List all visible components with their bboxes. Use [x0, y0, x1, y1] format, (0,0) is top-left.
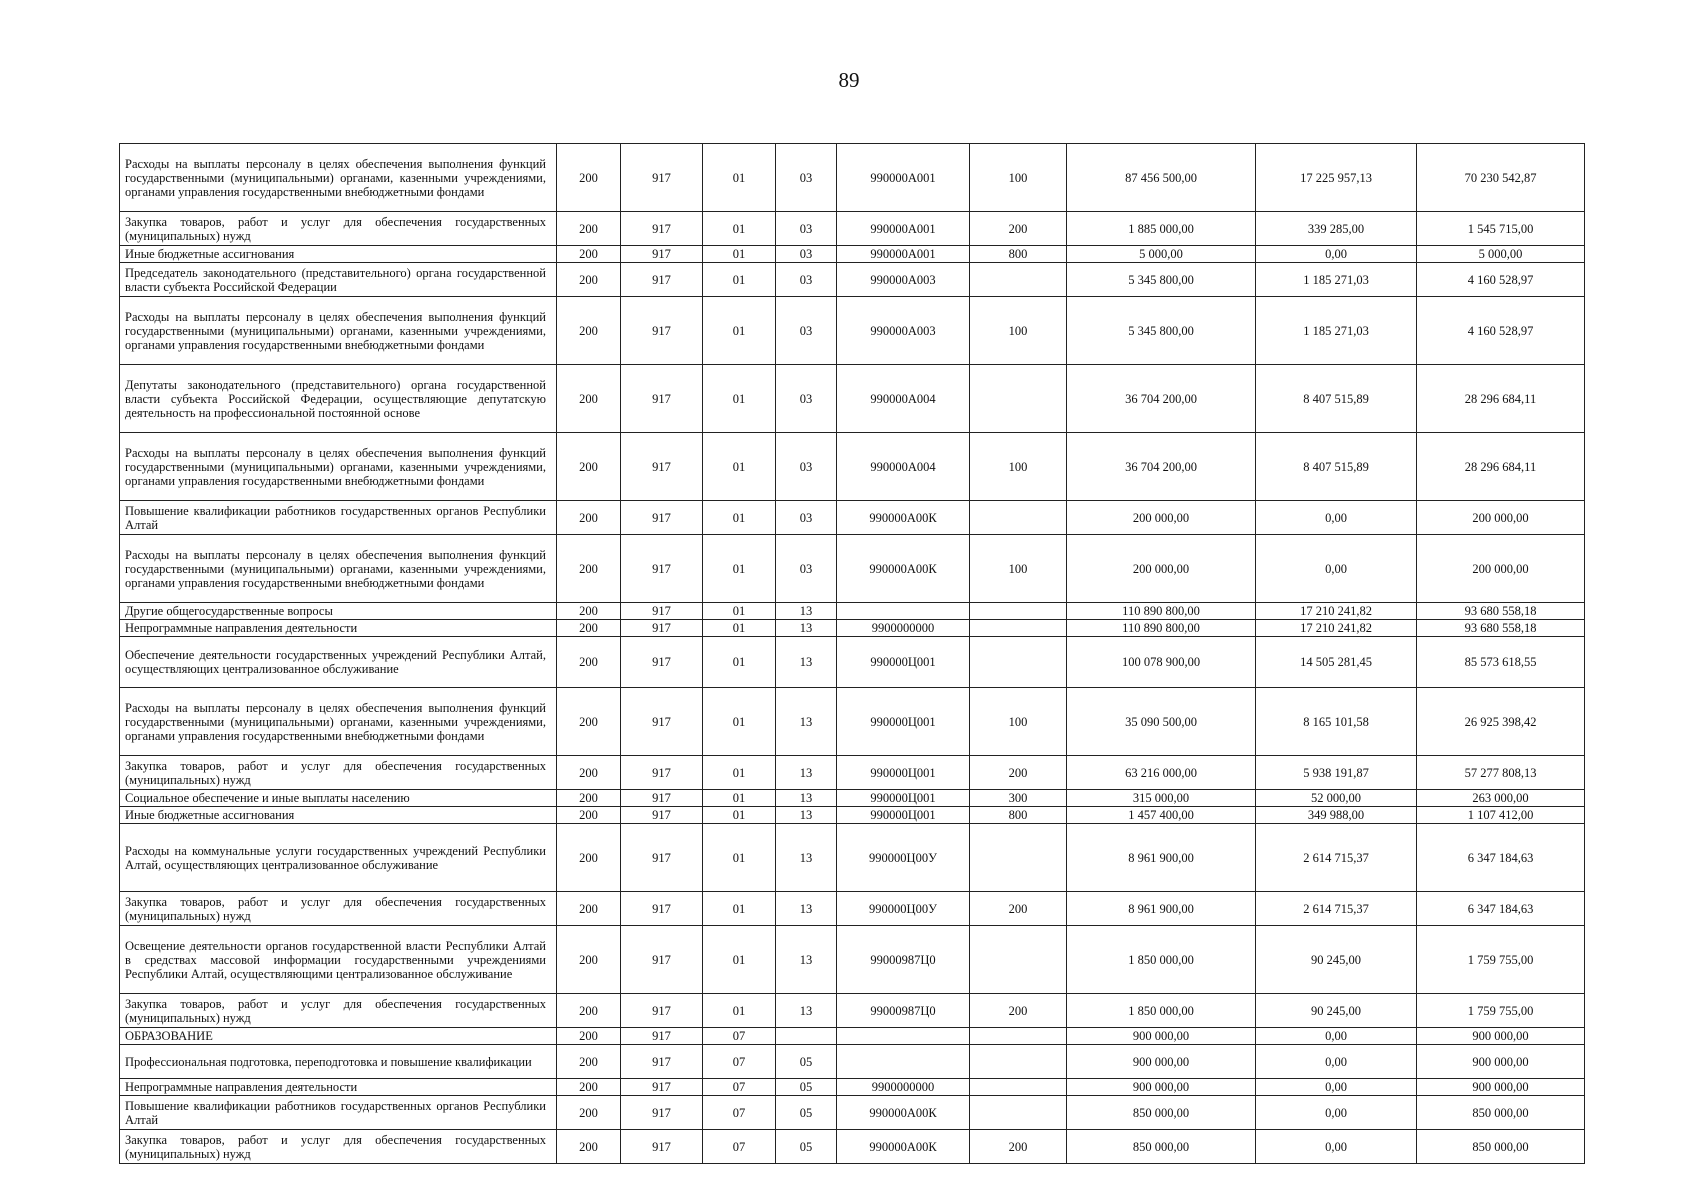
cell-plan: 87 456 500,00 [1067, 144, 1256, 212]
cell-remainder: 6 347 184,63 [1417, 824, 1585, 892]
cell-plan: 200 000,00 [1067, 501, 1256, 535]
cell-executed: 339 285,00 [1256, 212, 1417, 246]
cell-admin: 917 [621, 263, 703, 297]
cell-remainder: 28 296 684,11 [1417, 365, 1585, 433]
cell-plan: 110 890 800,00 [1067, 603, 1256, 620]
cell-subsection: 03 [776, 246, 837, 263]
cell-expense-type: 100 [970, 297, 1067, 365]
cell-remainder: 93 680 558,18 [1417, 603, 1585, 620]
cell-code: 200 [557, 688, 621, 756]
cell-expense-type: 100 [970, 688, 1067, 756]
cell-executed: 0,00 [1256, 1045, 1417, 1079]
cell-code: 200 [557, 535, 621, 603]
table-row [120, 535, 1585, 603]
cell-plan: 8 961 900,00 [1067, 892, 1256, 926]
cell-code: 200 [557, 1079, 621, 1096]
cell-subsection: 13 [776, 994, 837, 1028]
cell-section: 07 [703, 1096, 776, 1130]
cell-executed: 8 407 515,89 [1256, 433, 1417, 501]
cell-executed: 8 165 101,58 [1256, 688, 1417, 756]
cell-name: Председатель законодательного (представительного) органа государственной власти субъекта Российской Федерации [120, 263, 557, 297]
cell-target: 990000А004 [837, 433, 970, 501]
cell-plan: 110 890 800,00 [1067, 620, 1256, 637]
page-number: 89 [838, 68, 860, 92]
table-row [120, 1028, 1585, 1045]
cell-plan: 900 000,00 [1067, 1079, 1256, 1096]
cell-name: Закупка товаров, работ и услуг для обеспечения государственных (муниципальных) нужд [120, 212, 557, 246]
cell-expense-type: 800 [970, 246, 1067, 263]
cell-admin: 917 [621, 501, 703, 535]
cell-admin: 917 [621, 1096, 703, 1130]
cell-subsection: 05 [776, 1130, 837, 1164]
cell-executed: 1 185 271,03 [1256, 297, 1417, 365]
cell-remainder: 5 000,00 [1417, 246, 1585, 263]
cell-code: 200 [557, 926, 621, 994]
cell-subsection: 13 [776, 603, 837, 620]
cell-subsection: 03 [776, 365, 837, 433]
cell-executed: 0,00 [1256, 535, 1417, 603]
cell-target: 99000987Ц0 [837, 994, 970, 1028]
cell-plan: 900 000,00 [1067, 1045, 1256, 1079]
cell-remainder: 1 545 715,00 [1417, 212, 1585, 246]
cell-target: 990000А00К [837, 501, 970, 535]
cell-target: 990000Ц00У [837, 824, 970, 892]
cell-target: 990000А001 [837, 246, 970, 263]
cell-code: 200 [557, 637, 621, 688]
cell-target: 990000А00К [837, 1130, 970, 1164]
cell-code: 200 [557, 892, 621, 926]
cell-section: 07 [703, 1028, 776, 1045]
cell-name: Другие общегосударственные вопросы [120, 603, 557, 620]
cell-remainder: 200 000,00 [1417, 501, 1585, 535]
cell-admin: 917 [621, 1079, 703, 1096]
table-row [120, 620, 1585, 637]
cell-plan: 1 457 400,00 [1067, 807, 1256, 824]
cell-subsection: 05 [776, 1079, 837, 1096]
cell-name: Непрограммные направления деятельности [120, 620, 557, 637]
cell-code: 200 [557, 1045, 621, 1079]
cell-admin: 917 [621, 297, 703, 365]
cell-remainder: 6 347 184,63 [1417, 892, 1585, 926]
cell-executed: 0,00 [1256, 501, 1417, 535]
table-row [120, 297, 1585, 365]
cell-admin: 917 [621, 212, 703, 246]
cell-name: Расходы на коммунальные услуги государственных учреждений Республики Алтай, осуществляющих централизованное обслуживание [120, 824, 557, 892]
cell-remainder: 26 925 398,42 [1417, 688, 1585, 756]
cell-admin: 917 [621, 688, 703, 756]
cell-name: Закупка товаров, работ и услуг для обеспечения государственных (муниципальных) нужд [120, 994, 557, 1028]
cell-name: Расходы на выплаты персоналу в целях обеспечения выполнения функций государственными (муниципальными) органами, казенными учреждениями, органами управления государственными внебюджетными фондами [120, 688, 557, 756]
cell-target: 990000А003 [837, 263, 970, 297]
cell-target: 990000Ц00У [837, 892, 970, 926]
cell-expense-type: 200 [970, 212, 1067, 246]
cell-plan: 315 000,00 [1067, 790, 1256, 807]
table-row [120, 212, 1585, 246]
cell-admin: 917 [621, 1130, 703, 1164]
cell-name: Расходы на выплаты персоналу в целях обеспечения выполнения функций государственными (муниципальными) органами, казенными учреждениями, органами управления государственными внебюджетными фондами [120, 433, 557, 501]
cell-name: Иные бюджетные ассигнования [120, 246, 557, 263]
cell-executed: 0,00 [1256, 1130, 1417, 1164]
cell-admin: 917 [621, 603, 703, 620]
cell-name: Депутаты законодательного (представительного) органа государственной власти субъекта Российской Федерации, осуществляющие депутатскую деятельность на профессиональной постоянной основе [120, 365, 557, 433]
cell-remainder: 900 000,00 [1417, 1079, 1585, 1096]
cell-code: 200 [557, 263, 621, 297]
cell-plan: 1 850 000,00 [1067, 994, 1256, 1028]
cell-name: Повышение квалификации работников государственных органов Республики Алтай [120, 501, 557, 535]
cell-target: 990000Ц001 [837, 688, 970, 756]
cell-plan: 36 704 200,00 [1067, 433, 1256, 501]
cell-remainder: 93 680 558,18 [1417, 620, 1585, 637]
cell-section: 07 [703, 1045, 776, 1079]
cell-executed: 1 185 271,03 [1256, 263, 1417, 297]
table-row [120, 637, 1585, 688]
cell-code: 200 [557, 297, 621, 365]
cell-expense-type: 200 [970, 892, 1067, 926]
cell-remainder: 850 000,00 [1417, 1130, 1585, 1164]
cell-remainder: 263 000,00 [1417, 790, 1585, 807]
cell-code: 200 [557, 212, 621, 246]
cell-target: 990000А001 [837, 212, 970, 246]
cell-plan: 1 885 000,00 [1067, 212, 1256, 246]
cell-section: 01 [703, 433, 776, 501]
cell-plan: 850 000,00 [1067, 1096, 1256, 1130]
cell-executed: 349 988,00 [1256, 807, 1417, 824]
table-row [120, 756, 1585, 790]
cell-code: 200 [557, 807, 621, 824]
cell-name: Закупка товаров, работ и услуг для обеспечения государственных (муниципальных) нужд [120, 1130, 557, 1164]
table-row [120, 688, 1585, 756]
cell-section: 01 [703, 246, 776, 263]
cell-section: 01 [703, 263, 776, 297]
table-row [120, 1045, 1585, 1079]
cell-executed: 17 210 241,82 [1256, 603, 1417, 620]
cell-expense-type [970, 501, 1067, 535]
cell-target: 9900000000 [837, 620, 970, 637]
cell-admin: 917 [621, 1028, 703, 1045]
cell-expense-type: 800 [970, 807, 1067, 824]
cell-subsection: 13 [776, 637, 837, 688]
cell-remainder: 1 759 755,00 [1417, 926, 1585, 994]
cell-code: 200 [557, 994, 621, 1028]
cell-subsection: 03 [776, 212, 837, 246]
cell-code: 200 [557, 824, 621, 892]
cell-name: Расходы на выплаты персоналу в целях обеспечения выполнения функций государственными (муниципальными) органами, казенными учреждениями, органами управления государственными внебюджетными фондами [120, 297, 557, 365]
cell-subsection: 13 [776, 620, 837, 637]
table-body [120, 144, 1585, 1164]
cell-executed: 0,00 [1256, 1028, 1417, 1045]
cell-name: Закупка товаров, работ и услуг для обеспечения государственных (муниципальных) нужд [120, 756, 557, 790]
cell-target: 990000А00К [837, 1096, 970, 1130]
cell-section: 01 [703, 756, 776, 790]
cell-subsection: 03 [776, 144, 837, 212]
cell-expense-type [970, 603, 1067, 620]
cell-section: 01 [703, 620, 776, 637]
cell-name: Социальное обеспечение и иные выплаты населению [120, 790, 557, 807]
cell-subsection: 13 [776, 756, 837, 790]
cell-expense-type [970, 824, 1067, 892]
cell-code: 200 [557, 1028, 621, 1045]
cell-executed: 17 225 957,13 [1256, 144, 1417, 212]
cell-plan: 35 090 500,00 [1067, 688, 1256, 756]
cell-admin: 917 [621, 790, 703, 807]
cell-section: 01 [703, 212, 776, 246]
cell-code: 200 [557, 790, 621, 807]
cell-executed: 14 505 281,45 [1256, 637, 1417, 688]
cell-target: 990000Ц001 [837, 807, 970, 824]
cell-target: 99000987Ц0 [837, 926, 970, 994]
cell-expense-type: 200 [970, 1130, 1067, 1164]
cell-subsection: 03 [776, 501, 837, 535]
table-row [120, 246, 1585, 263]
cell-name: Повышение квалификации работников государственных органов Республики Алтай [120, 1096, 557, 1130]
cell-subsection: 05 [776, 1096, 837, 1130]
table-row [120, 824, 1585, 892]
cell-name: Обеспечение деятельности государственных учреждений Республики Алтай, осуществляющих централизованное обслуживание [120, 637, 557, 688]
cell-target [837, 1045, 970, 1079]
cell-executed: 90 245,00 [1256, 926, 1417, 994]
cell-expense-type: 100 [970, 144, 1067, 212]
cell-remainder: 200 000,00 [1417, 535, 1585, 603]
cell-name: Закупка товаров, работ и услуг для обеспечения государственных (муниципальных) нужд [120, 892, 557, 926]
cell-code: 200 [557, 365, 621, 433]
cell-code: 200 [557, 756, 621, 790]
cell-executed: 17 210 241,82 [1256, 620, 1417, 637]
table-row [120, 1130, 1585, 1164]
cell-remainder: 4 160 528,97 [1417, 297, 1585, 365]
cell-expense-type [970, 620, 1067, 637]
cell-target: 990000А00К [837, 535, 970, 603]
cell-section: 01 [703, 535, 776, 603]
cell-remainder: 70 230 542,87 [1417, 144, 1585, 212]
cell-code: 200 [557, 1130, 621, 1164]
cell-name: Расходы на выплаты персоналу в целях обеспечения выполнения функций государственными (муниципальными) органами, казенными учреждениями, органами управления государственными внебюджетными фондами [120, 144, 557, 212]
cell-subsection: 13 [776, 807, 837, 824]
cell-executed: 5 938 191,87 [1256, 756, 1417, 790]
cell-subsection [776, 1028, 837, 1045]
cell-admin: 917 [621, 892, 703, 926]
cell-admin: 917 [621, 994, 703, 1028]
table-row [120, 365, 1585, 433]
cell-target: 990000А003 [837, 297, 970, 365]
table-row [120, 263, 1585, 297]
cell-admin: 917 [621, 824, 703, 892]
cell-admin: 917 [621, 756, 703, 790]
cell-subsection: 03 [776, 297, 837, 365]
cell-target: 990000Ц001 [837, 790, 970, 807]
cell-target: 9900000000 [837, 1079, 970, 1096]
cell-plan: 900 000,00 [1067, 1028, 1256, 1045]
table-row [120, 926, 1585, 994]
cell-admin: 917 [621, 433, 703, 501]
cell-expense-type [970, 1028, 1067, 1045]
cell-subsection: 03 [776, 433, 837, 501]
cell-remainder: 900 000,00 [1417, 1045, 1585, 1079]
cell-remainder: 57 277 808,13 [1417, 756, 1585, 790]
cell-remainder: 85 573 618,55 [1417, 637, 1585, 688]
cell-plan: 5 000,00 [1067, 246, 1256, 263]
cell-subsection: 13 [776, 926, 837, 994]
cell-plan: 5 345 800,00 [1067, 297, 1256, 365]
cell-section: 01 [703, 501, 776, 535]
table-row [120, 790, 1585, 807]
cell-section: 01 [703, 994, 776, 1028]
cell-plan: 200 000,00 [1067, 535, 1256, 603]
cell-plan: 100 078 900,00 [1067, 637, 1256, 688]
cell-admin: 917 [621, 807, 703, 824]
cell-remainder: 1 759 755,00 [1417, 994, 1585, 1028]
cell-section: 01 [703, 297, 776, 365]
table-row [120, 603, 1585, 620]
cell-section: 01 [703, 365, 776, 433]
cell-plan: 36 704 200,00 [1067, 365, 1256, 433]
cell-name: ОБРАЗОВАНИЕ [120, 1028, 557, 1045]
cell-name: Профессиональная подготовка, переподготовка и повышение квалификации [120, 1045, 557, 1079]
cell-target: 990000А001 [837, 144, 970, 212]
budget-table [119, 143, 1585, 1164]
cell-expense-type: 200 [970, 756, 1067, 790]
cell-name: Иные бюджетные ассигнования [120, 807, 557, 824]
cell-subsection: 13 [776, 688, 837, 756]
cell-admin: 917 [621, 246, 703, 263]
cell-admin: 917 [621, 620, 703, 637]
cell-subsection: 03 [776, 263, 837, 297]
cell-name: Освещение деятельности органов государственной власти Республики Алтай в средствах массовой информации государственными учреждениями Республики Алтай, осуществляющими централизованное обслуживание [120, 926, 557, 994]
cell-remainder: 1 107 412,00 [1417, 807, 1585, 824]
cell-section: 01 [703, 144, 776, 212]
cell-executed: 0,00 [1256, 1096, 1417, 1130]
cell-admin: 917 [621, 926, 703, 994]
cell-plan: 850 000,00 [1067, 1130, 1256, 1164]
table-row [120, 501, 1585, 535]
cell-subsection: 13 [776, 892, 837, 926]
cell-subsection: 13 [776, 790, 837, 807]
table-row [120, 807, 1585, 824]
table-row [120, 1079, 1585, 1096]
cell-admin: 917 [621, 637, 703, 688]
cell-expense-type [970, 637, 1067, 688]
cell-target [837, 603, 970, 620]
cell-expense-type: 300 [970, 790, 1067, 807]
cell-executed: 52 000,00 [1256, 790, 1417, 807]
cell-expense-type [970, 1079, 1067, 1096]
table-row [120, 994, 1585, 1028]
cell-code: 200 [557, 433, 621, 501]
cell-code: 200 [557, 144, 621, 212]
cell-admin: 917 [621, 1045, 703, 1079]
cell-section: 07 [703, 1079, 776, 1096]
cell-section: 01 [703, 688, 776, 756]
cell-expense-type: 100 [970, 433, 1067, 501]
cell-section: 01 [703, 926, 776, 994]
cell-expense-type: 200 [970, 994, 1067, 1028]
cell-remainder: 4 160 528,97 [1417, 263, 1585, 297]
cell-code: 200 [557, 246, 621, 263]
table-row [120, 892, 1585, 926]
cell-subsection: 03 [776, 535, 837, 603]
cell-target [837, 1028, 970, 1045]
cell-target: 990000Ц001 [837, 637, 970, 688]
cell-remainder: 900 000,00 [1417, 1028, 1585, 1045]
cell-section: 01 [703, 603, 776, 620]
cell-code: 200 [557, 603, 621, 620]
cell-target: 990000А004 [837, 365, 970, 433]
cell-plan: 63 216 000,00 [1067, 756, 1256, 790]
cell-name: Расходы на выплаты персоналу в целях обеспечения выполнения функций государственными (муниципальными) органами, казенными учреждениями, органами управления государственными внебюджетными фондами [120, 535, 557, 603]
cell-executed: 2 614 715,37 [1256, 824, 1417, 892]
cell-code: 200 [557, 501, 621, 535]
cell-remainder: 28 296 684,11 [1417, 433, 1585, 501]
cell-subsection: 13 [776, 824, 837, 892]
cell-subsection: 05 [776, 1045, 837, 1079]
cell-section: 01 [703, 892, 776, 926]
table-row [120, 433, 1585, 501]
cell-executed: 2 614 715,37 [1256, 892, 1417, 926]
cell-expense-type [970, 1096, 1067, 1130]
cell-section: 07 [703, 1130, 776, 1164]
cell-executed: 0,00 [1256, 1079, 1417, 1096]
cell-admin: 917 [621, 144, 703, 212]
cell-plan: 1 850 000,00 [1067, 926, 1256, 994]
table-row [120, 1096, 1585, 1130]
cell-expense-type [970, 263, 1067, 297]
cell-section: 01 [703, 807, 776, 824]
cell-admin: 917 [621, 365, 703, 433]
cell-remainder: 850 000,00 [1417, 1096, 1585, 1130]
table-row [120, 144, 1585, 212]
cell-section: 01 [703, 824, 776, 892]
cell-plan: 5 345 800,00 [1067, 263, 1256, 297]
cell-section: 01 [703, 637, 776, 688]
cell-section: 01 [703, 790, 776, 807]
cell-executed: 0,00 [1256, 246, 1417, 263]
cell-target: 990000Ц001 [837, 756, 970, 790]
cell-expense-type [970, 926, 1067, 994]
cell-executed: 90 245,00 [1256, 994, 1417, 1028]
cell-admin: 917 [621, 535, 703, 603]
cell-code: 200 [557, 1096, 621, 1130]
cell-code: 200 [557, 620, 621, 637]
cell-expense-type [970, 1045, 1067, 1079]
cell-expense-type [970, 365, 1067, 433]
cell-expense-type: 100 [970, 535, 1067, 603]
cell-name: Непрограммные направления деятельности [120, 1079, 557, 1096]
cell-executed: 8 407 515,89 [1256, 365, 1417, 433]
cell-plan: 8 961 900,00 [1067, 824, 1256, 892]
